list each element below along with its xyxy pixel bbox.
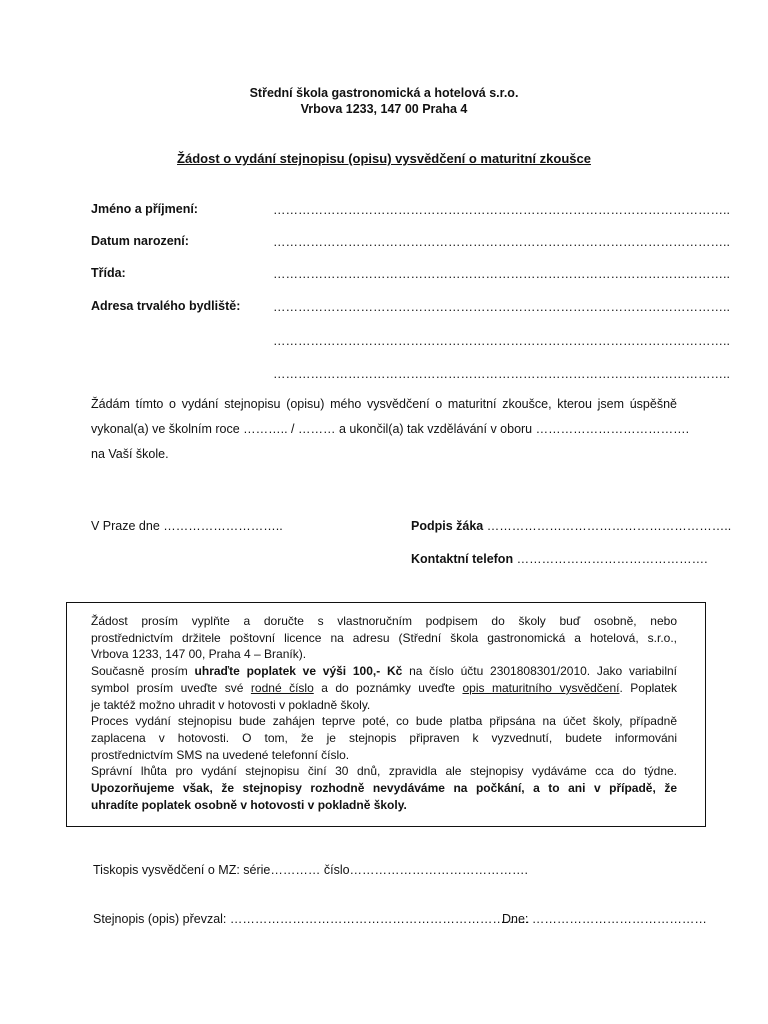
birth-number-term: rodné číslo [250, 680, 314, 695]
note-text: a do poznámky uveďte [313, 680, 463, 695]
note-warning: uhradíte poplatek osobně v hotovosti v pokladně školy. [91, 797, 407, 812]
note-text: . Poplatek [619, 680, 677, 695]
student-signature[interactable] [411, 519, 731, 533]
form-series-number[interactable]: Tiskopis vysvědčení o MZ: série………… číslo……………………………………. [93, 863, 529, 877]
note-line: zaplacena v hotovosti. O tom, že je stejnopis připraven k vyzvednutí, budete informováni [91, 730, 677, 745]
note-text: na číslo účtu 2301808301/2010. Jako variabilní [402, 664, 677, 679]
note-warning: Upozorňujeme však, že stejnopisy rozhodně nevydáváme na počkání, a to ani v případě, že [91, 781, 677, 796]
contact-phone[interactable] [411, 552, 708, 566]
note-line: prostřednictvím držitele poštovní licence na adresu (Střední škola gastronomická a hotelová, s.r.o., [91, 630, 677, 645]
request-line-2: vykonal(a) ve školním roce ……….. / ……… a ukončil(a) tak vzdělávání v oboru ………………………………. [91, 422, 690, 436]
student-signature-label: Podpis žáka [411, 519, 484, 533]
note-line-fee [91, 663, 677, 680]
request-paragraph [91, 392, 690, 467]
note-text: Současně prosím [91, 664, 195, 679]
note-line: Vrbova 1233, 147 00, Praha 4 – Braník). [91, 647, 307, 662]
note-line: Žádost prosím vyplňte a doručte s vlastnoručním podpisem do školy buď osobně, nebo [91, 614, 677, 628]
note-line: prostřednictvím SMS na uvedené telefonní číslo. [91, 747, 350, 762]
fee-amount: uhraďte poplatek ve výši 100,- Kč [194, 664, 403, 679]
address-field-line-1[interactable]: ……………………………………………………………………………………………….. [273, 300, 730, 314]
payment-note-term: opis maturitního vysvědčení [462, 680, 620, 695]
note-line: Proces vydání stejnopisu bude zahájen teprve poté, co bude platba připsána na účet školy, případně [91, 714, 677, 729]
place-date-field[interactable]: V Praze dne ……………………….. [91, 519, 283, 533]
class-field[interactable]: ……………………………………………………………………………………………….. [273, 267, 730, 281]
school-name: Střední škola gastronomická a hotelová s.r.o. [249, 86, 519, 100]
request-line-1: Žádám tímto o vydání stejnopisu (opisu) mého vysvědčení o maturitní zkoušce, kterou jsem úspěšně [91, 397, 677, 411]
birth-date-field[interactable]: ……………………………………………………………………………………………….. [273, 235, 730, 249]
contact-phone-label: Kontaktní telefon [411, 552, 514, 566]
note-text: symbol prosím uveďte své [91, 680, 251, 695]
taken-by-field[interactable]: Stejnopis (opis) převzal: ……………………………………………………………… [93, 912, 530, 926]
note-line-symbol [91, 680, 677, 697]
address-label: Adresa trvalého bydliště: [91, 299, 241, 313]
document-title: Žádost o vydání stejnopisu (opisu) vysvědčení o maturitní zkoušce [177, 151, 591, 166]
note-line: je taktéž možno uhradit v hotovosti v pokladně školy. [91, 697, 371, 712]
contact-phone-dots: ………………………………………. [516, 552, 708, 566]
birth-date-label: Datum narození: [91, 234, 189, 248]
request-line-3: na Vaší škole. [91, 447, 169, 461]
name-label: Jméno a příjmení: [91, 202, 198, 216]
student-signature-dots: ………………………………………………….. [486, 519, 732, 533]
class-label: Třída: [91, 266, 126, 280]
instructions-text [91, 613, 677, 813]
address-field-line-3[interactable]: ……………………………………………………………………………………………….. [273, 367, 730, 381]
school-address: Vrbova 1233, 147 00 Praha 4 [300, 102, 468, 116]
taken-date-field[interactable]: Dne: …………………………………… [502, 912, 707, 926]
note-line: Správní lhůta pro vydání stejnopisu činí 30 dnů, zpravidla ale stejnopisy vydáváme cca do týdne. [91, 764, 677, 779]
name-field[interactable]: ……………………………………………………………………………………………….. [273, 203, 730, 217]
address-field-line-2[interactable]: ……………………………………………………………………………………………….. [273, 334, 730, 348]
